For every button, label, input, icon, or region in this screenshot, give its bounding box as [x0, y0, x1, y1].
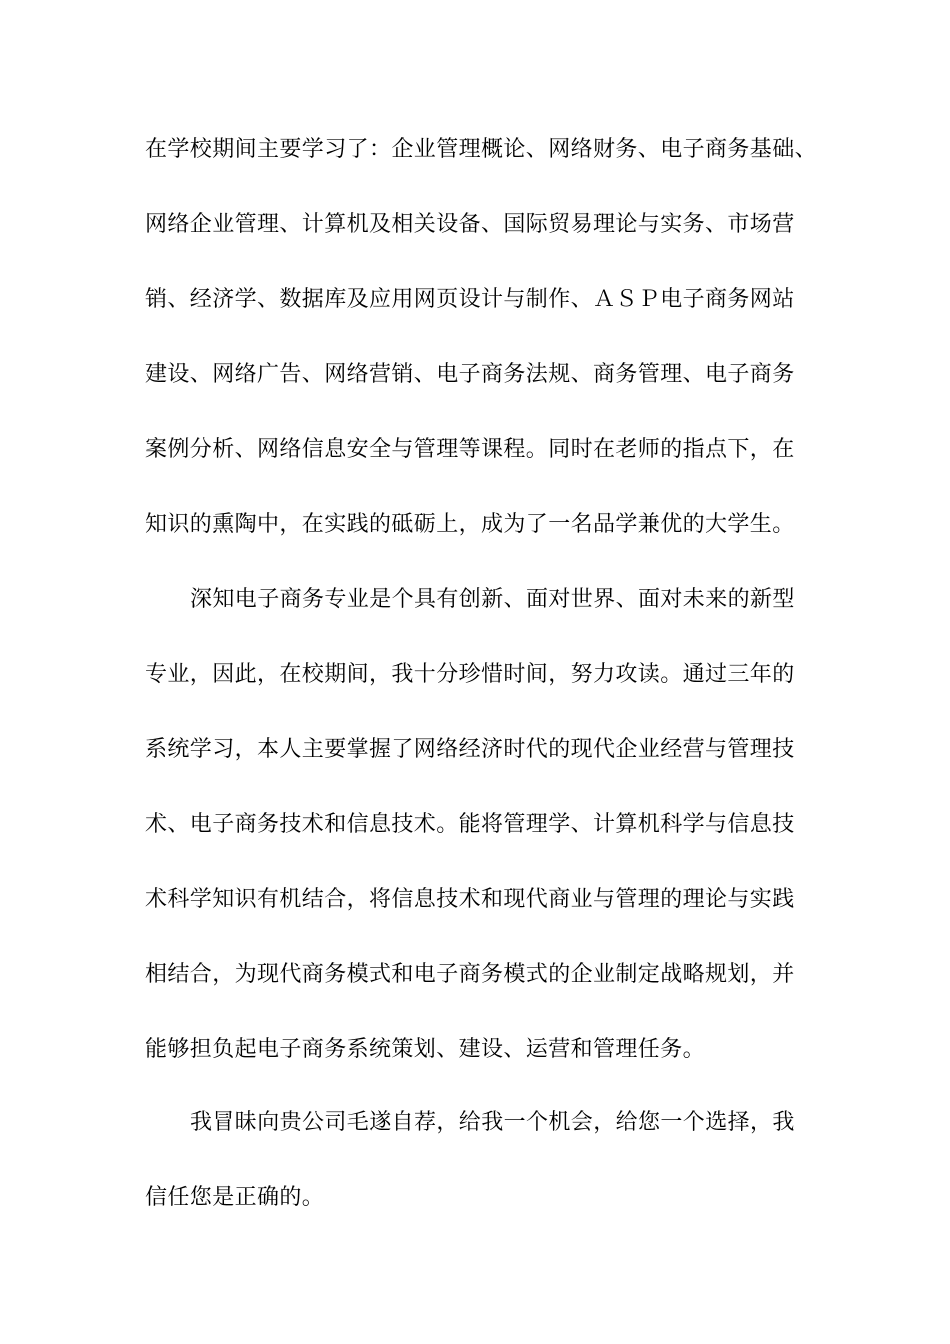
text-line: 在学校期间主要学习了：企业管理概论、网络财务、电子商务基础、: [145, 137, 818, 162]
text-line: 深知电子商务专业是个具有创新、面对世界、面对未来的新型: [190, 587, 795, 612]
text-line: 系统学习，本人主要掌握了网络经济时代的现代企业经营与管理技: [145, 737, 795, 762]
text-line: 案例分析、网络信息安全与管理等课程。同时在老师的指点下，在: [145, 437, 795, 462]
text-line: 信任您是正确的。: [145, 1185, 325, 1210]
text-line: 网络企业管理、计算机及相关设备、国际贸易理论与实务、市场营: [145, 212, 795, 237]
text-line: 术、电子商务技术和信息技术。能将管理学、计算机科学与信息技: [145, 812, 795, 837]
text-line: 相结合，为现代商务模式和电子商务模式的企业制定战略规划，并: [145, 962, 795, 987]
text-line: 我冒昧向贵公司毛遂自荐，给我一个机会，给您一个选择，我: [190, 1110, 795, 1135]
text-line: 能够担负起电子商务系统策划、建设、运营和管理任务。: [145, 1037, 706, 1062]
text-line: 专业，因此，在校期间，我十分珍惜时间，努力攻读。通过三年的: [145, 662, 795, 687]
text-line: 术科学知识有机结合，将信息技术和现代商业与管理的理论与实践: [145, 887, 795, 912]
text-line: 知识的熏陶中，在实践的砥砺上，成为了一名品学兼优的大学生。: [145, 512, 795, 537]
text-line: 销、经济学、数据库及应用网页设计与制作、ＡＳＰ电子商务网站: [145, 287, 795, 312]
text-line: 建设、网络广告、网络营销、电子商务法规、商务管理、电子商务: [145, 362, 795, 387]
